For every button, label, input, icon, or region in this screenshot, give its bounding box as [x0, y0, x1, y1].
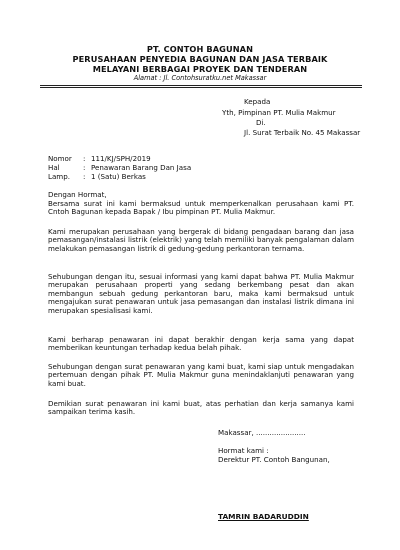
hal-label: Hal [48, 163, 60, 172]
paragraph-intro: Bersama surat ini kami bermaksud untuk memperkenalkan perusahaan kami PT. Cntoh Bagunan kepada Bapak / Ibu pimpinan PT. Mulia Makmur. [48, 199, 354, 217]
letterhead-divider-top [40, 85, 362, 86]
paragraph-company: Kami merupakan perusahaan yang bergerak di bidang pengadaan barang dan jasa pemasangan/instalasi listrik (elektrik) yang telah memiliki banyak pengalaman dalam melakukan pemasangan listrik di gedung-gedung perkantoran ternama. [48, 227, 354, 253]
company-address: Alamat : Jl. Contohsuratku.net Makassar [133, 74, 267, 82]
hal-value: Penawaran Barang Dan Jasa [91, 163, 192, 172]
recipient-address: Jl. Surat Terbaik No. 45 Makassar [244, 128, 361, 137]
place-date: Makassar, ...................... [218, 428, 306, 437]
paragraph-closing: Demikian surat penawaran ini kami buat, atas perhatian dan kerja samanya kami sampaikan terima kasih. [48, 399, 354, 417]
signer-position: Derektur PT. Contoh Bangunan, [218, 455, 330, 464]
recipient-to: Kepada [244, 97, 271, 106]
lamp-label: Lamp. [48, 172, 70, 181]
paragraph-offer: Sehubungan dengan itu, sesuai informasi yang kami dapat bahwa PT. Mulia Makmur merupakan perusahaan properti yang sedang berkembang pesat dan akan membangun sebuah gedung perkantoran baru, maka kami bermaksud untuk mengajukan surat penawaran untuk jasa pemasangan dan instalasi listrik dimana ini merupakan spesialisasi kami. [48, 272, 354, 315]
regards: Hormat kami : [218, 446, 269, 455]
hal-separator: : [83, 163, 86, 172]
nomor-value: 111/KJ/SPH/2019 [91, 154, 151, 163]
nomor-separator: : [83, 154, 86, 163]
paragraph-meeting: Sehubungan dengan surat penawaran yang kami buat, kami siap untuk mengadakan pertemuan dengan pihak PT. Mulia Makmur guna menindaklanjuti penawaran yang kami buat. [48, 362, 354, 388]
letterhead-divider-bottom [40, 87, 362, 88]
paragraph-hope: Kami berharap penawaran ini dapat berakhir dengan kerja sama yang dapat memberikan keuntungan terhadap kedua belah pihak. [48, 335, 354, 353]
recipient-name: Yth, Pimpinan PT. Mulia Makmur [222, 108, 336, 117]
recipient-at: Di. [256, 118, 266, 127]
greeting: Dengan Hormat, [48, 190, 107, 199]
company-tagline-2: MELAYANI BERBAGAI PROYEK DAN TENDERAN [92, 64, 308, 74]
nomor-label: Nomor [48, 154, 72, 163]
lamp-value: 1 (Satu) Berkas [91, 172, 146, 181]
company-tagline-1: PERUSAHAAN PENYEDIA BAGUNAN DAN JASA TERBAIK [72, 54, 328, 64]
letterhead [0, 44, 400, 83]
company-name: PT. CONTOH BAGUNAN [146, 44, 254, 54]
lamp-separator: : [83, 172, 86, 181]
signer-name: TAMRIN BADARUDDIN [218, 512, 309, 521]
